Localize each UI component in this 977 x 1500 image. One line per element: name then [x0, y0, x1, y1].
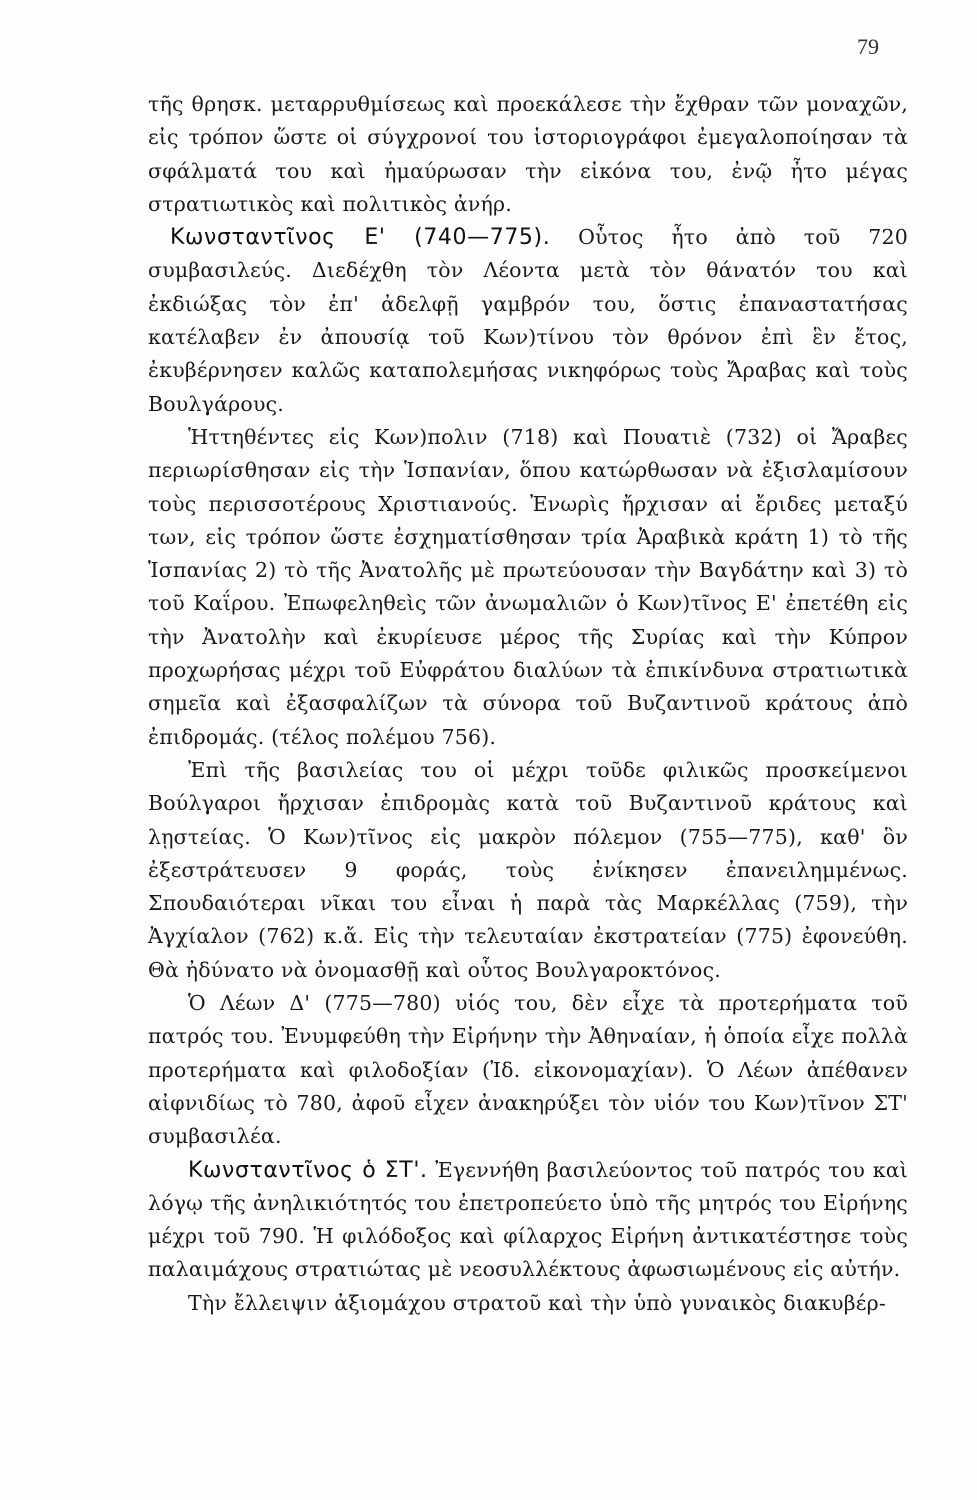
section-heading-constantine-vi: Κωνσταντῖνος ὁ ΣΤ'. — [188, 1157, 428, 1183]
paragraph-5 — [148, 987, 908, 1153]
paragraph-7-text: Τὴν ἔλλειψιν ἀξιομάχου στρατοῦ καὶ τὴν ὑπὸ γυναικὸς διακυβέρ- — [188, 1290, 886, 1315]
paragraph-7 — [148, 1287, 908, 1320]
paragraph-4-text: Ἐπὶ τῆς βασιλείας του οἱ μέχρι τοῦδε φιλικῶς προσκείμενοι Βούλγαροι ἤρχισαν ἐπιδρομὰς κατὰ τοῦ Βυζαντινοῦ κράτους καὶ λῃστείας. Ὁ Κων)τῖνος εἰς μακρὸν πόλεμον (755—775), καθ' ὃν ἐξεστράτευσεν 9 φοράς, τοὺς ἐνίκησεν ἐπανειλημμένως. Σπουδαιότεραι νῖκαι του εἶναι ἡ παρὰ τὰς Μαρκέλλας (759), τὴν Ἀγχίαλον (762) κ.ἄ. Εἰς τὴν τελευταίαν ἐκστρατείαν (775) ἐφονεύθη. Θὰ ἠδύνατο νὰ ὀνομασθῇ καὶ οὗτος Βουλγαροκτόνος. — [148, 757, 908, 982]
paragraph-2 — [148, 221, 908, 421]
body-text — [148, 88, 908, 1320]
paragraph-2-text: Οὗτος ἦτο ἀπὸ τοῦ 720 συμβασιλεύς. Διεδέχθη τὸν Λέοντα μετὰ τὸν θάνατόν του καὶ ἐκδιώξας τὸν ἐπ' ἀδελφῇ γαμβρόν του, ὅστις ἐπαναστατήσας κατέλαβεν ἐν ἀπουσίᾳ τοῦ Κων)τίνου τὸν θρόνον ἐπὶ ἓν ἔτος, ἐκυβέρνησεν καλῶς καταπολεμήσας νικηφόρως τοὺς Ἄραβας καὶ τοὺς Βουλγάρους. — [148, 225, 908, 416]
section-heading-constantine-v: Κωνσταντῖνος Ε' (740—775). — [170, 225, 551, 251]
paragraph-3 — [148, 421, 908, 754]
paragraph-1-text: τῆς θρησκ. μεταρρυθμίσεως καὶ προεκάλεσε τὴν ἔχθραν τῶν μοναχῶν, εἰς τρόπον ὥστε οἱ σύγχρονοί του ἱστοριογράφοι ἐμεγαλοποίησαν τὰ σφάλματά του καὶ ἠμαύρωσαν τὴν εἰκόνα του, ἐνῷ ἦτο μέγας στρατιωτικὸς καὶ πολιτικὸς ἀνήρ. — [148, 92, 908, 216]
paragraph-6-text: Ἐγεννήθη βασιλεύοντος τοῦ πατρός του καὶ λόγῳ τῆς ἀνηλικιότητός του ἐπετροπεύετο ὑπὸ τῆς μητρός του Εἰρήνης μέχρι τοῦ 790. Ἡ φιλόδοξος καὶ φίλαρχος Εἰρήνη ἀντικατέστησε τοὺς παλαιμάχους στρατιώτας μὲ νεοσυλλέκτους ἀφωσιωμένους εἰς αὐτήν. — [148, 1157, 908, 1282]
paragraph-4 — [148, 754, 908, 987]
paragraph-3-text: Ἡττηθέντες εἰς Κων)πολιν (718) καὶ Πουατιὲ (732) οἱ Ἄραβες περιωρίσθησαν εἰς τὴν Ἱσπανίαν, ὅπου κατώρθωσαν νὰ ἐξισλαμίσουν τοὺς περισσοτέρους Χριστιανούς. Ἐνωρὶς ἤρχισαν αἱ ἔριδες μεταξύ των, εἰς τρόπον ὥστε ἐσχηματίσθησαν τρία Ἀραβικὰ κράτη 1) τὸ τῆς Ἱσπανίας 2) τὸ τῆς Ἀνατολῆς μὲ πρωτεύουσαν τὴν Βαγδάτην καὶ 3) τὸ τοῦ Καΐρου. Ἐπωφεληθεὶς τῶν ἀνωμαλιῶν ὁ Κων)τῖνος Ε' ἐπετέθη εἰς τὴν Ἀνατολὴν καὶ ἐκυρίευσε μέρος τῆς Συρίας καὶ τὴν Κύπρον προχωρήσας μέχρι τοῦ Εὐφράτου διαλύων τὰ ἐπικίνδυνα στρατιωτικὰ σημεῖα καὶ ἐξασφαλίζων τὰ σύνορα τοῦ Βυζαντινοῦ κράτους ἀπὸ ἐπιδρομάς. (τέλος πολέμου 756). — [148, 424, 908, 749]
paragraph-1 — [148, 88, 908, 221]
paragraph-6 — [148, 1154, 908, 1287]
page-number: 79 — [857, 34, 879, 59]
paragraph-5-text: Ὁ Λέων Δ' (775—780) υἱός του, δὲν εἶχε τὰ προτερήματα τοῦ πατρός του. Ἐνυμφεύθη τὴν Εἰρήνην τὴν Ἀθηναίαν, ἡ ὁποία εἶχε πολλὰ προτερήματα καὶ φιλοδοξίαν (Ἰδ. εἰκονομαχίαν). Ὁ Λέων ἀπέθανεν αἰφνιδίως τὸ 780, ἀφοῦ εἶχεν ἀνακηρύξει τὸν υἱόν του Κων)τῖνον ΣΤ' συμβασιλέα. — [148, 991, 908, 1149]
